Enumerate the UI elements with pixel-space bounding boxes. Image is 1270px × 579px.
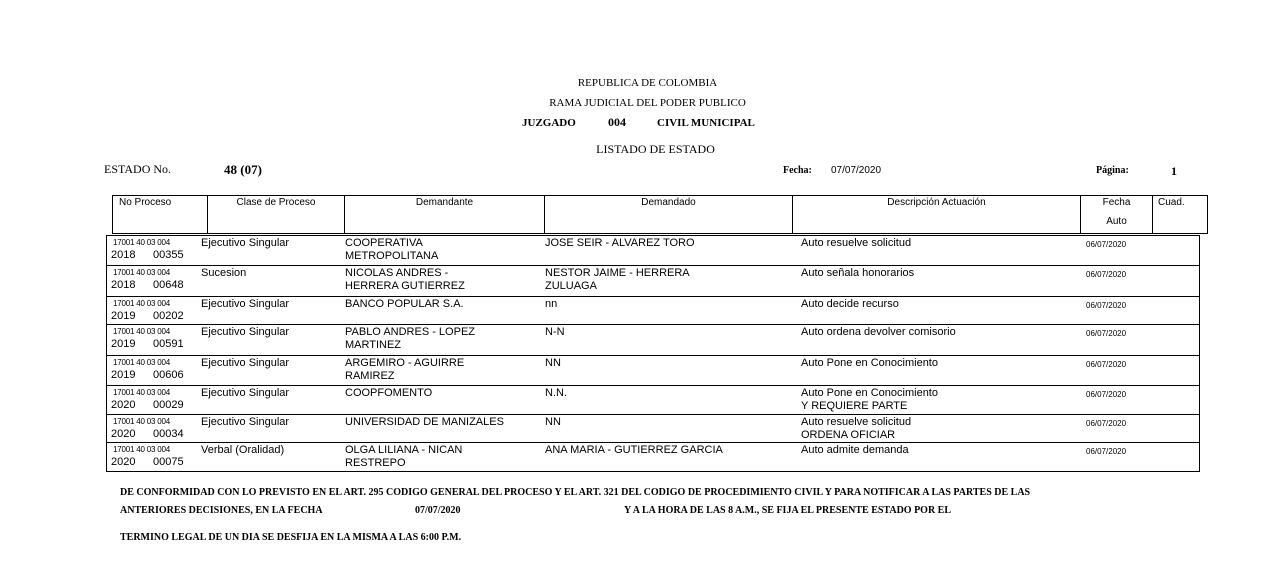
proceso-code: 17001 40 03 004: [113, 358, 171, 367]
proceso-code: 17001 40 03 004: [113, 238, 171, 247]
descripcion-line1: Auto resuelve solicitud: [801, 416, 912, 428]
proceso-code: 17001 40 03 004: [113, 417, 171, 426]
descripcion-line1: Auto resuelve solicitud: [801, 237, 912, 249]
table-row: [107, 356, 1199, 386]
table-row: [107, 386, 1199, 415]
proceso-code: 17001 40 03 004: [113, 299, 171, 308]
footer-line3: TERMINO LEGAL DE UN DIA SE DESFIJA EN LA MISMA A LAS 6:00 P.M.: [120, 532, 462, 543]
col-clase: Clase de Proceso: [208, 196, 345, 233]
demandante-line2: RESTREPO: [345, 457, 406, 469]
demandante-line1: BANCO POPULAR S.A.: [345, 298, 464, 310]
listado-title: LISTADO DE ESTADO: [596, 142, 715, 156]
pagina-value: 1: [1171, 164, 1177, 178]
demandado-line1: NN: [545, 357, 561, 369]
header-rama: RAMA JUDICIAL DEL PODER PUBLICO: [549, 97, 746, 109]
table-row: [107, 297, 1199, 325]
descripcion-line1: Auto Pone en Conocimiento: [801, 357, 938, 369]
fecha-auto: 06/07/2020: [1086, 301, 1127, 310]
footer-line2-b: Y A LA HORA DE LAS 8 A.M., SE FIJA EL PRESENTE ESTADO POR EL: [624, 505, 952, 516]
descripcion-line1: Auto señala honorarios: [801, 267, 915, 279]
descripcion-line2: ORDENA OFICIAR: [801, 429, 896, 441]
descripcion-line1: Auto Pone en Conocimiento: [801, 387, 938, 399]
proceso-number: 00355: [153, 249, 184, 261]
descripcion-line1: Auto admite demanda: [801, 444, 909, 456]
proceso-year: 2019: [111, 338, 136, 350]
proceso-year: 2020: [111, 399, 136, 411]
header-country: REPUBLICA DE COLOMBIA: [577, 77, 718, 89]
fecha-label: Fecha:: [783, 165, 812, 176]
footer-line2-date: 07/07/2020: [415, 505, 461, 516]
table-row: [107, 415, 1199, 443]
clase-proceso: Verbal (Oralidad): [201, 444, 285, 456]
fecha-auto: 06/07/2020: [1086, 447, 1127, 456]
proceso-number: 00606: [153, 369, 184, 381]
demandado-line1: N.N.: [545, 387, 567, 399]
clase-proceso: Sucesion: [201, 267, 247, 279]
demandante-line1: OLGA LILIANA - NICAN: [345, 444, 463, 456]
demandante-line2: RAMIREZ: [345, 370, 395, 382]
descripcion-line1: Auto ordena devolver comisorio: [801, 326, 956, 338]
fecha-auto: 06/07/2020: [1086, 240, 1127, 249]
proceso-number: 00029: [153, 399, 184, 411]
juzgado-type: CIVIL MUNICIPAL: [657, 117, 755, 129]
demandado-line1: ANA MARIA - GUTIERREZ GARCIA: [545, 444, 723, 456]
descripcion-line1: Auto decide recurso: [801, 298, 899, 310]
proceso-year: 2019: [111, 310, 136, 322]
demandante-line2: HERRERA GUTIERREZ: [345, 280, 465, 292]
proceso-number: 00034: [153, 428, 184, 440]
demandante-line1: ARGEMIRO - AGUIRRE: [345, 357, 465, 369]
demandante-line2: METROPOLITANA: [345, 250, 439, 262]
demandado-line1: JOSE SEIR - ALVAREZ TORO: [545, 237, 695, 249]
demandante-line1: NICOLAS ANDRES -: [345, 267, 449, 279]
proceso-number: 00591: [153, 338, 184, 350]
demandante-line1: COOPFOMENTO: [345, 387, 433, 399]
clase-proceso: Ejecutivo Singular: [201, 326, 290, 338]
table-row: [107, 236, 1199, 266]
col-demandado: Demandado: [545, 196, 793, 233]
col-demandante: Demandante: [345, 196, 545, 233]
proceso-number: 00202: [153, 310, 184, 322]
fecha-auto: 06/07/2020: [1086, 390, 1127, 399]
clase-proceso: Ejecutivo Singular: [201, 416, 290, 428]
fecha-auto: 06/07/2020: [1086, 270, 1127, 279]
demandado-line1: NN: [545, 416, 561, 428]
pagina-label: Página:: [1096, 165, 1129, 176]
estado-table-body: [106, 235, 1200, 472]
clase-proceso: Ejecutivo Singular: [201, 298, 290, 310]
proceso-year: 2018: [111, 249, 136, 261]
clase-proceso: Ejecutivo Singular: [201, 357, 290, 369]
col-cuad: Cuad.: [1158, 197, 1185, 208]
demandante-line1: PABLO ANDRES - LOPEZ: [345, 326, 476, 338]
table-row: [107, 325, 1199, 356]
footer-line2-a: ANTERIORES DECISIONES, EN LA FECHA: [120, 505, 323, 516]
clase-proceso: Ejecutivo Singular: [201, 387, 290, 399]
proceso-year: 2020: [111, 428, 136, 440]
demandado-line1: nn: [545, 298, 558, 310]
estado-label: ESTADO No.: [104, 162, 172, 176]
footer-line1: DE CONFORMIDAD CON LO PREVISTO EN EL ART. 295 CODIGO GENERAL DEL PROCESO Y EL ART. 321 DEL CODIGO DE PROCEDIMIENTO CIVIL Y PARA NOTIFICAR A LAS PARTES DE LAS: [120, 487, 1031, 498]
proceso-number: 00648: [153, 279, 184, 291]
col-descripcion: Descripción Actuación: [793, 196, 1081, 233]
estado-value: 48 (07): [224, 162, 262, 177]
clase-proceso: Ejecutivo Singular: [201, 237, 290, 249]
proceso-code: 17001 40 03 004: [113, 388, 171, 397]
col-no-proceso: No Proceso: [113, 196, 208, 233]
demandado-line1: N-N: [545, 326, 565, 338]
demandado-line1: NESTOR JAIME - HERRERA: [545, 267, 690, 279]
col-fecha-auto: Fecha Auto: [1081, 196, 1153, 233]
proceso-year: 2020: [111, 456, 136, 468]
juzgado-label: JUZGADO: [522, 117, 576, 129]
proceso-code: 17001 40 03 004: [113, 327, 171, 336]
proceso-year: 2018: [111, 279, 136, 291]
fecha-auto: 06/07/2020: [1086, 329, 1127, 338]
fecha-value: 07/07/2020: [831, 165, 882, 176]
demandante-line1: UNIVERSIDAD DE MANIZALES: [345, 416, 504, 428]
descripcion-line2: Y REQUIERE PARTE: [801, 400, 908, 412]
column-header-row: [112, 195, 1208, 234]
demandante-line1: COOPERATIVA: [345, 237, 423, 249]
proceso-code: 17001 40 03 004: [113, 268, 171, 277]
proceso-year: 2019: [111, 369, 136, 381]
proceso-code: 17001 40 03 004: [113, 445, 171, 454]
table-row: [107, 266, 1199, 297]
demandante-line2: MARTINEZ: [345, 339, 402, 351]
juzgado-number: 004: [608, 115, 626, 129]
proceso-number: 00075: [153, 456, 184, 468]
table-row: [107, 443, 1199, 471]
fecha-auto: 06/07/2020: [1086, 419, 1127, 428]
demandado-line2: ZULUAGA: [545, 280, 597, 292]
fecha-auto: 06/07/2020: [1086, 360, 1127, 369]
